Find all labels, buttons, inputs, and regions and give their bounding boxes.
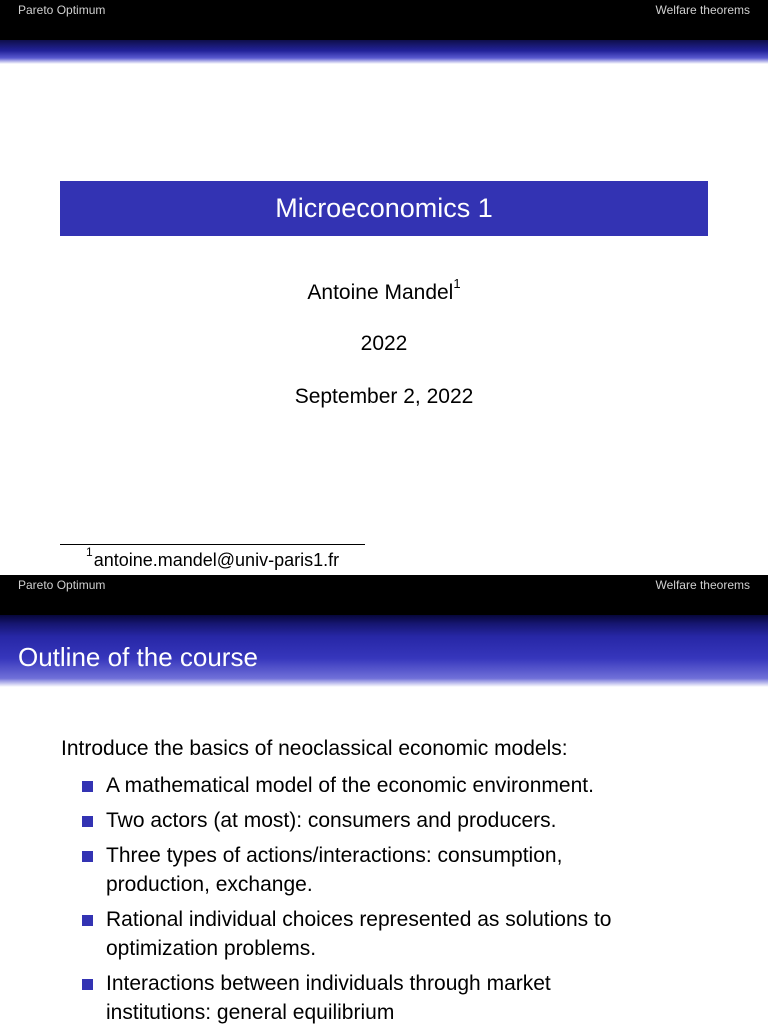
header-band (0, 40, 768, 64)
bullet-text: Three types of actions/interactions: consumption, (106, 844, 563, 867)
headline-subsection[interactable]: Welfare theorems (655, 578, 750, 592)
slide-title: Outline of the course (18, 642, 258, 672)
presentation-title: Microeconomics 1 (275, 193, 493, 223)
square-bullet-icon (82, 915, 93, 926)
footnote-mark: 1 (86, 545, 93, 559)
title-box (60, 181, 708, 236)
year: 2022 (360, 332, 408, 355)
bullet-text: A mathematical model of the economic environment. (106, 774, 594, 797)
bullet-text-continued: optimization problems. (106, 937, 317, 960)
footnote-email[interactable]: antoine.mandel@univ-paris1.fr (93, 550, 340, 570)
list-item (82, 905, 722, 963)
bullet-text: Interactions between individuals through market (106, 972, 551, 995)
list-item (82, 806, 722, 835)
intro-text: Introduce the basics of neoclassical economic models: (61, 737, 568, 760)
author-footnote-mark: 1 (453, 276, 461, 291)
headline-section[interactable]: Pareto Optimum (18, 3, 106, 17)
bullet-text: Rational individual choices represented as solutions to (106, 908, 612, 931)
square-bullet-icon (82, 816, 93, 827)
bullet-text-continued: production, exchange. (106, 873, 313, 896)
list-item (82, 841, 722, 899)
headline-bar (0, 575, 768, 615)
outline-slide (0, 575, 768, 1024)
bullet-text-continued: institutions: general equilibrium (106, 1001, 395, 1024)
list-item (82, 969, 722, 1024)
footnote-rule (60, 544, 365, 545)
author-name: Antoine Mandel (307, 281, 454, 304)
headline-bar (0, 0, 768, 40)
square-bullet-icon (82, 851, 93, 862)
footnote (86, 545, 340, 571)
author (0, 276, 768, 305)
headline-section[interactable]: Pareto Optimum (18, 578, 106, 592)
date: September 2, 2022 (294, 385, 474, 408)
square-bullet-icon (82, 979, 93, 990)
bullet-list (82, 771, 722, 1024)
square-bullet-icon (82, 781, 93, 792)
headline-subsection[interactable]: Welfare theorems (655, 3, 750, 17)
list-item (82, 771, 722, 800)
bullet-text: Two actors (at most): consumers and producers. (106, 809, 557, 832)
